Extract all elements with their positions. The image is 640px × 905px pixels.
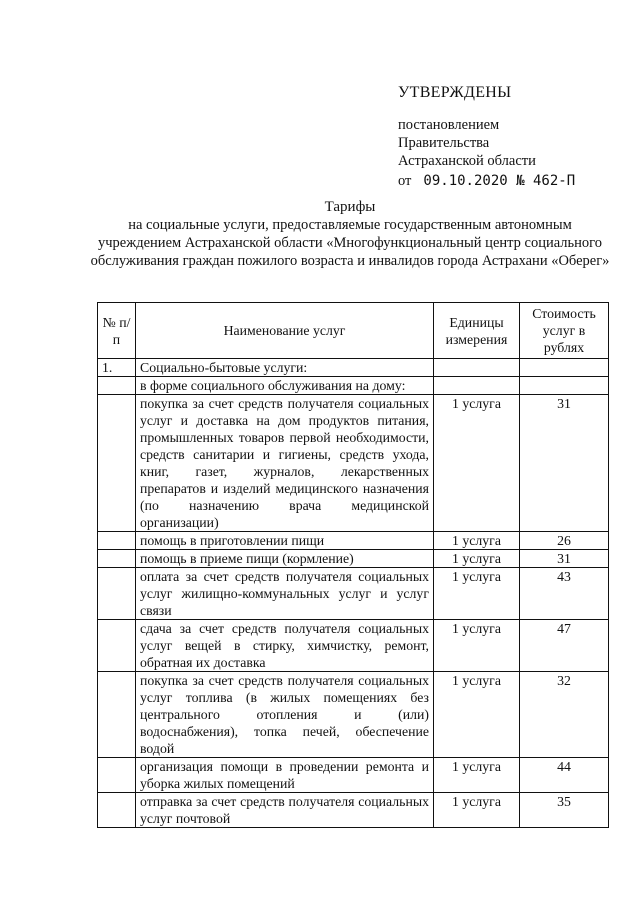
table-row <box>98 672 609 758</box>
section-cost-empty <box>520 359 609 377</box>
service-name: помощь в приготовлении пищи <box>136 532 434 550</box>
tariffs-table <box>97 302 609 828</box>
service-unit: 1 услуга <box>434 793 520 828</box>
document-title-block <box>90 198 610 270</box>
subsection-row <box>98 377 609 395</box>
row-number-empty <box>98 568 136 620</box>
service-unit: 1 услуга <box>434 672 520 758</box>
approval-line-3: Астраханской области <box>398 153 536 169</box>
subsection-cost-empty <box>520 377 609 395</box>
document-subtitle: на социальные услуги, предоставляемые государственным автономным учреждением Астраханской области «Многофункциональный центр социального обслуживания граждан пожилого возраста и инвалидов города Астрахани «Оберег» <box>90 217 610 269</box>
row-number-empty <box>98 758 136 793</box>
table-row <box>98 550 609 568</box>
service-unit: 1 услуга <box>434 568 520 620</box>
approval-date-prefix: от <box>398 173 412 189</box>
section-number: 1. <box>98 359 136 377</box>
approval-order-number: 09.10.2020 № 462-П <box>423 173 576 189</box>
header-unit: Единицы измерения <box>434 303 520 359</box>
service-cost: 32 <box>520 672 609 758</box>
table-row <box>98 568 609 620</box>
table-row <box>98 758 609 793</box>
table-header-row <box>98 303 609 359</box>
row-number-empty <box>98 793 136 828</box>
approval-line-2: Правительства <box>398 135 490 151</box>
row-number-empty <box>98 395 136 532</box>
service-name: оплата за счет средств получателя социальных услуг жилищно-коммунальных услуг и услуг связи <box>136 568 434 620</box>
service-unit: 1 услуга <box>434 620 520 672</box>
row-number-empty <box>98 672 136 758</box>
approval-heading: УТВЕРЖДЕНЫ <box>398 84 512 101</box>
service-cost: 31 <box>520 395 609 532</box>
document-title: Тарифы <box>324 199 376 215</box>
subsection-title: в форме социального обслуживания на дому: <box>136 377 434 395</box>
table-row <box>98 532 609 550</box>
table-row <box>98 620 609 672</box>
approval-line-1: постановлением <box>398 117 500 133</box>
service-cost: 44 <box>520 758 609 793</box>
service-cost: 26 <box>520 532 609 550</box>
header-cost: Стоимость услуг в рублях <box>520 303 609 359</box>
header-name: Наименование услуг <box>136 303 434 359</box>
service-name: покупка за счет средств получателя социальных услуг топлива (в жилых помещениях без центрального отопления и (или) водоснабжения), топка печей, обеспечение водой <box>136 672 434 758</box>
service-cost: 47 <box>520 620 609 672</box>
service-unit: 1 услуга <box>434 395 520 532</box>
service-unit: 1 услуга <box>434 550 520 568</box>
service-name: покупка за счет средств получателя социальных услуг и доставка на дом продуктов питания, промышленных товаров первой необходимости, средств санитарии и гигиены, средств ухода, книг, газет, журналов, лекарственных препаратов и изделий медицинского назначения (по назначению врача медицинской организации) <box>136 395 434 532</box>
service-cost: 35 <box>520 793 609 828</box>
approval-order-line <box>398 172 598 190</box>
service-unit: 1 услуга <box>434 532 520 550</box>
service-name: помощь в приеме пищи (кормление) <box>136 550 434 568</box>
service-name: организация помощи в проведении ремонта и уборка жилых помещений <box>136 758 434 793</box>
row-number-empty <box>98 550 136 568</box>
row-number-empty <box>98 532 136 550</box>
service-name: сдача за счет средств получателя социальных услуг вещей в стирку, химчистку, ремонт, обратная их доставка <box>136 620 434 672</box>
table-row <box>98 793 609 828</box>
section-title: Социально-бытовые услуги: <box>136 359 434 377</box>
section-unit-empty <box>434 359 520 377</box>
row-number-empty <box>98 620 136 672</box>
table-row <box>98 395 609 532</box>
header-num: № п/п <box>98 303 136 359</box>
service-unit: 1 услуга <box>434 758 520 793</box>
service-cost: 43 <box>520 568 609 620</box>
subsection-number-empty <box>98 377 136 395</box>
subsection-unit-empty <box>434 377 520 395</box>
section-row <box>98 359 609 377</box>
service-cost: 31 <box>520 550 609 568</box>
approval-stamp <box>398 84 598 190</box>
service-name: отправка за счет средств получателя социальных услуг почтовой <box>136 793 434 828</box>
